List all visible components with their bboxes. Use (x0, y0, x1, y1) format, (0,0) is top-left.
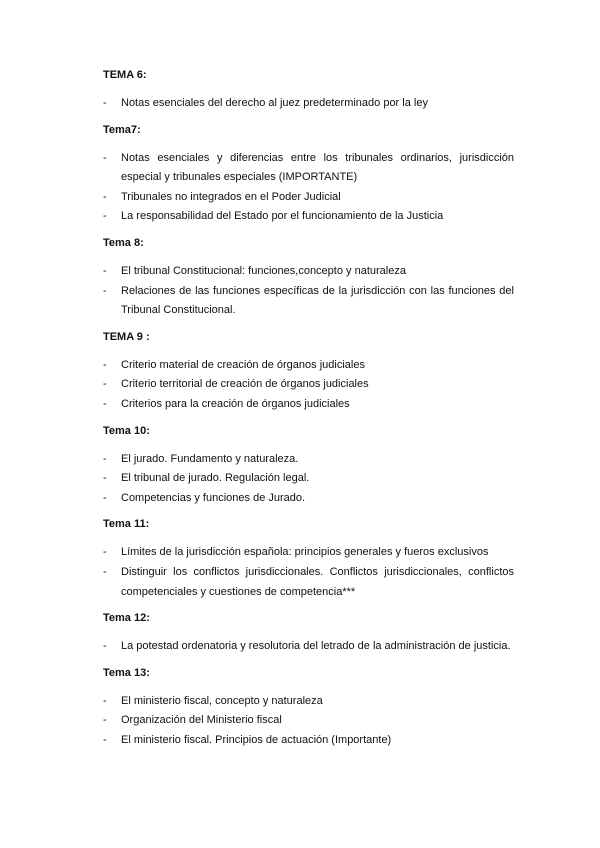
section (103, 611, 514, 657)
list-item (103, 692, 514, 712)
dash-bullet: - (103, 452, 107, 465)
list-item (103, 469, 514, 489)
list-item-text: La responsabilidad del Estado por el funcionamiento de la Justicia (121, 210, 444, 223)
dash-bullet: - (103, 358, 107, 371)
dash-bullet: - (103, 378, 107, 391)
section (103, 666, 514, 751)
list-item (103, 543, 514, 563)
list-item-text: Relaciones de las funciones específicas de la jurisdicción con las funciones del Tribunal Constitucional. (121, 284, 514, 317)
bullet-list (103, 692, 514, 751)
section (103, 424, 514, 509)
section (103, 68, 514, 114)
dash-bullet: - (103, 210, 107, 223)
section-title: Tema 12: (103, 612, 150, 625)
dash-bullet: - (103, 546, 107, 559)
list-item (103, 489, 514, 509)
list-item (103, 94, 514, 114)
dash-bullet: - (103, 97, 107, 109)
section-title: TEMA 9 : (103, 330, 150, 343)
section (103, 123, 514, 227)
bullet-list (103, 543, 514, 602)
dash-bullet: - (103, 284, 107, 297)
dash-bullet: - (103, 694, 107, 707)
section-title: Tema 10: (103, 424, 150, 437)
list-item-text: El ministerio fiscal, concepto y naturaleza (121, 694, 323, 707)
bullet-list (103, 149, 514, 227)
list-item-text: El jurado. Fundamento y naturaleza. (121, 452, 299, 465)
section (103, 236, 514, 321)
list-item-text: Notas esenciales y diferencias entre los tribunales ordinarios, jurisdicción especial y tribunales especiales (IMPORTANTE) (121, 151, 514, 184)
list-item-text: El tribunal de jurado. Regulación legal. (121, 472, 310, 485)
list-item (103, 637, 514, 657)
list-item-text: Notas esenciales del derecho al juez predeterminado por la ley (121, 97, 428, 109)
dash-bullet: - (103, 714, 107, 727)
section-title: TEMA 6: (103, 69, 147, 81)
dash-bullet: - (103, 397, 107, 410)
list-item (103, 207, 514, 227)
bullet-list (103, 450, 514, 509)
dash-bullet: - (103, 491, 107, 504)
dash-bullet: - (103, 151, 107, 164)
section-title: Tema 13: (103, 666, 150, 679)
dash-bullet: - (103, 640, 107, 653)
section (103, 517, 514, 602)
list-item (103, 282, 514, 321)
section (103, 330, 514, 415)
list-item (103, 450, 514, 470)
list-item-text: La potestad ordenatoria y resolutoria del letrado de la administración de justicia. (121, 640, 511, 653)
section-title: Tema7: (103, 123, 141, 136)
list-item-text: Tribunales no integrados en el Poder Judicial (121, 190, 341, 203)
list-item-text: Competencias y funciones de Jurado. (121, 491, 306, 504)
list-item (103, 375, 514, 395)
list-item-text: Criterio material de creación de órganos judiciales (121, 358, 365, 371)
dash-bullet: - (103, 472, 107, 485)
list-item (103, 731, 514, 751)
list-item-text: El tribunal Constitucional: funciones,concepto y naturaleza (121, 264, 406, 277)
bullet-list (103, 356, 514, 415)
list-item (103, 188, 514, 208)
list-item (103, 356, 514, 376)
document-content (103, 68, 514, 759)
dash-bullet: - (103, 733, 107, 746)
dash-bullet: - (103, 190, 107, 203)
list-item-text: Límites de la jurisdicción española: principios generales y fueros exclusivos (121, 546, 489, 559)
bullet-list (103, 262, 514, 321)
list-item-text: Distinguir los conflictos jurisdiccionales. Conflictos jurisdiccionales, conflictos competenciales y cuestiones de competencia*** (121, 565, 514, 598)
dash-bullet: - (103, 565, 107, 578)
list-item (103, 711, 514, 731)
bullet-list (103, 637, 514, 657)
section-title: Tema 11: (103, 518, 150, 531)
list-item (103, 262, 514, 282)
list-item (103, 563, 514, 602)
bullet-list (103, 94, 514, 114)
list-item-text: Criterio territorial de creación de órganos judiciales (121, 378, 369, 391)
list-item-text: El ministerio fiscal. Principios de actuación (Importante) (121, 733, 392, 746)
list-item-text: Organización del Ministerio fiscal (121, 714, 282, 727)
dash-bullet: - (103, 264, 107, 277)
list-item (103, 395, 514, 415)
list-item-text: Criterios para la creación de órganos judiciales (121, 397, 350, 410)
section-title: Tema 8: (103, 236, 144, 249)
list-item (103, 149, 514, 188)
